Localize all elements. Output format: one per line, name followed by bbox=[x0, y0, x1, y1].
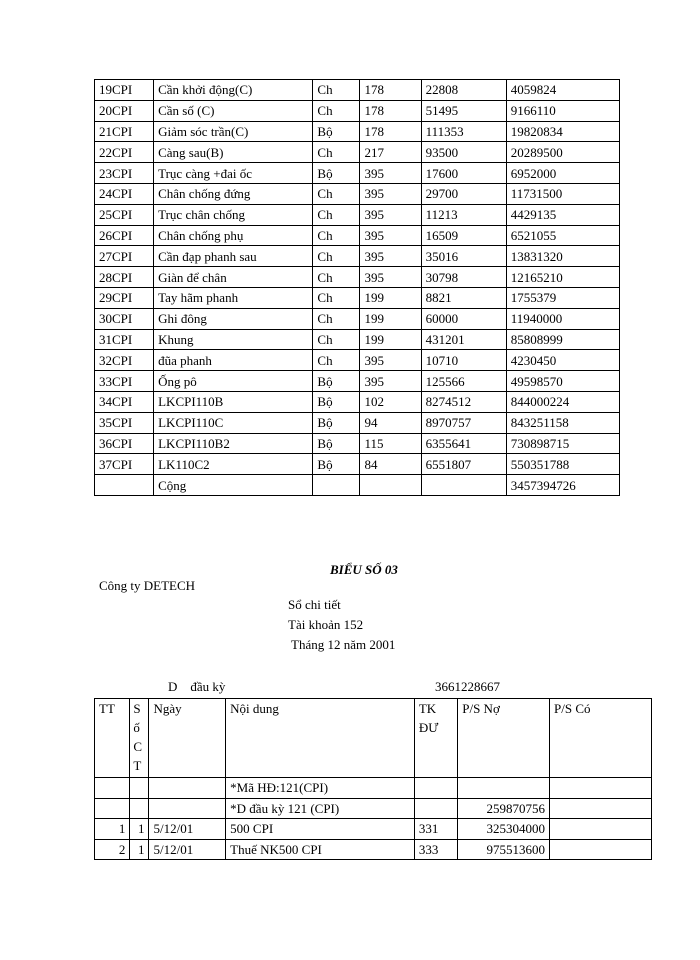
cell-unit: Ch bbox=[313, 100, 360, 121]
detail-row bbox=[95, 819, 652, 840]
cell-unit: Bộ bbox=[313, 433, 360, 454]
cell-acct: 395 bbox=[360, 163, 421, 184]
book-title: Sổ chi tiết bbox=[288, 597, 341, 612]
detail-cell-credit bbox=[550, 839, 652, 860]
cell-unit: Bộ bbox=[313, 371, 360, 392]
cell-name: LKCPI110B bbox=[154, 391, 313, 412]
header-sct: S ố C T bbox=[130, 699, 149, 778]
cell-acct: 395 bbox=[360, 225, 421, 246]
table-row bbox=[95, 163, 620, 184]
detail-cell-tt: 2 bbox=[95, 839, 130, 860]
cell-unit: Ch bbox=[313, 204, 360, 225]
table-row bbox=[95, 350, 620, 371]
detail-cell-debit: 259870756 bbox=[458, 798, 550, 819]
cell-amount: 1755379 bbox=[506, 287, 619, 308]
cell-unit: Bộ bbox=[313, 454, 360, 475]
cell-unit: Ch bbox=[313, 246, 360, 267]
cell-code: 25CPI bbox=[95, 204, 154, 225]
cell-name: Khung bbox=[154, 329, 313, 350]
cell-name: Ống pô bbox=[154, 371, 313, 392]
detail-cell-debit: 975513600 bbox=[458, 839, 550, 860]
cell-qty: 111353 bbox=[421, 121, 506, 142]
cell-code: 30CPI bbox=[95, 308, 154, 329]
cell-amount: 49598570 bbox=[506, 371, 619, 392]
cell-unit: Bộ bbox=[313, 163, 360, 184]
detail-row bbox=[95, 778, 652, 799]
detail-cell-tt bbox=[95, 798, 130, 819]
cell-code: 27CPI bbox=[95, 246, 154, 267]
detail-cell-date: 5/12/01 bbox=[149, 839, 226, 860]
cell-code: 31CPI bbox=[95, 329, 154, 350]
cell-name: LKCPI110B2 bbox=[154, 433, 313, 454]
cell-acct: 178 bbox=[360, 80, 421, 101]
detail-cell-tk bbox=[414, 798, 457, 819]
cell-name: Chân chống đứng bbox=[154, 183, 313, 204]
cell-code: 33CPI bbox=[95, 371, 154, 392]
detail-cell-sct: 1 bbox=[130, 839, 149, 860]
table-row bbox=[95, 80, 620, 101]
total-row bbox=[95, 475, 620, 496]
cell-code: 37CPI bbox=[95, 454, 154, 475]
table-row bbox=[95, 412, 620, 433]
table-row bbox=[95, 371, 620, 392]
cell-acct: 178 bbox=[360, 100, 421, 121]
cell-amount: 11940000 bbox=[506, 308, 619, 329]
cell-code: 26CPI bbox=[95, 225, 154, 246]
cell-amount: 550351788 bbox=[506, 454, 619, 475]
cell-code: 35CPI bbox=[95, 412, 154, 433]
cell-amount: 20289500 bbox=[506, 142, 619, 163]
cell-code: 29CPI bbox=[95, 287, 154, 308]
table-row bbox=[95, 433, 620, 454]
cell-qty: 93500 bbox=[421, 142, 506, 163]
cell-unit: Ch bbox=[313, 287, 360, 308]
cell-code: 24CPI bbox=[95, 183, 154, 204]
header-date: Ngày bbox=[149, 699, 226, 778]
cell-unit: Bộ bbox=[313, 412, 360, 433]
detail-cell-tk: 331 bbox=[414, 819, 457, 840]
opening-balance-label: D đầu kỳ bbox=[168, 679, 226, 694]
cell-qty: 6551807 bbox=[421, 454, 506, 475]
table-row bbox=[95, 391, 620, 412]
cell-acct: 199 bbox=[360, 308, 421, 329]
cell-code: 23CPI bbox=[95, 163, 154, 184]
detail-cell-content: *Mã HĐ:121(CPI) bbox=[226, 778, 415, 799]
cell-name: Càng sau(B) bbox=[154, 142, 313, 163]
cell-qty: 35016 bbox=[421, 246, 506, 267]
cell-amount: 19820834 bbox=[506, 121, 619, 142]
table-row bbox=[95, 454, 620, 475]
cell-amount: 843251158 bbox=[506, 412, 619, 433]
cell-qty: 6355641 bbox=[421, 433, 506, 454]
cell-acct: 395 bbox=[360, 350, 421, 371]
table-row bbox=[95, 100, 620, 121]
cell-acct: 102 bbox=[360, 391, 421, 412]
detail-row bbox=[95, 798, 652, 819]
cell-qty: 22808 bbox=[421, 80, 506, 101]
account-label: Tài khoản 152 bbox=[288, 617, 364, 632]
header-content: Nội dung bbox=[226, 699, 415, 778]
cell-qty: 30798 bbox=[421, 267, 506, 288]
cell-acct: 178 bbox=[360, 121, 421, 142]
cell-unit: Bộ bbox=[313, 121, 360, 142]
table-row bbox=[95, 287, 620, 308]
cell-name: Cần số (C) bbox=[154, 100, 313, 121]
cell-code: 20CPI bbox=[95, 100, 154, 121]
cell-code: 21CPI bbox=[95, 121, 154, 142]
detail-header-row bbox=[95, 699, 652, 778]
cell-name: LKCPI110C bbox=[154, 412, 313, 433]
cell-name: LK110C2 bbox=[154, 454, 313, 475]
cell-acct: 395 bbox=[360, 371, 421, 392]
detail-cell-date: 5/12/01 bbox=[149, 819, 226, 840]
cell-qty: 8970757 bbox=[421, 412, 506, 433]
cell-name: Tay hãm phanh bbox=[154, 287, 313, 308]
cell-qty: 431201 bbox=[421, 329, 506, 350]
cell-name: Chân chống phụ bbox=[154, 225, 313, 246]
cell-name: Trục chân chống bbox=[154, 204, 313, 225]
detail-cell-content: Thuế NK500 CPI bbox=[226, 839, 415, 860]
cell-name: Ghi đông bbox=[154, 308, 313, 329]
header-tt: TT bbox=[95, 699, 130, 778]
cell-qty: 125566 bbox=[421, 371, 506, 392]
cell-unit: Ch bbox=[313, 350, 360, 371]
cell-qty: 60000 bbox=[421, 308, 506, 329]
cell-code: 36CPI bbox=[95, 433, 154, 454]
cell-qty: 29700 bbox=[421, 183, 506, 204]
total-label: Cộng bbox=[154, 475, 313, 496]
detail-cell-date bbox=[149, 778, 226, 799]
cell-amount: 11731500 bbox=[506, 183, 619, 204]
detail-cell-credit bbox=[550, 798, 652, 819]
cell-unit: Ch bbox=[313, 183, 360, 204]
cell-qty: 8274512 bbox=[421, 391, 506, 412]
detail-cell-sct bbox=[130, 778, 149, 799]
cell-unit: Ch bbox=[313, 225, 360, 246]
cell-acct: 395 bbox=[360, 183, 421, 204]
cell-name: Trục càng +đai ốc bbox=[154, 163, 313, 184]
table-row bbox=[95, 308, 620, 329]
cell-unit: Ch bbox=[313, 80, 360, 101]
cell-acct: 115 bbox=[360, 433, 421, 454]
table-row bbox=[95, 225, 620, 246]
table-row bbox=[95, 267, 620, 288]
cell-acct: 217 bbox=[360, 142, 421, 163]
cell-unit: Ch bbox=[313, 267, 360, 288]
cell-amount: 4059824 bbox=[506, 80, 619, 101]
cell-code: 19CPI bbox=[95, 80, 154, 101]
cell-amount: 730898715 bbox=[506, 433, 619, 454]
materials-table bbox=[94, 79, 620, 496]
cell-name: Cần đạp phanh sau bbox=[154, 246, 313, 267]
detail-cell-tk: 333 bbox=[414, 839, 457, 860]
table-row bbox=[95, 183, 620, 204]
detail-cell-debit: 325304000 bbox=[458, 819, 550, 840]
cell-acct: 199 bbox=[360, 329, 421, 350]
table-row bbox=[95, 204, 620, 225]
table-row bbox=[95, 246, 620, 267]
cell-amount: 4429135 bbox=[506, 204, 619, 225]
cell-name: đũa phanh bbox=[154, 350, 313, 371]
period-label: Tháng 12 năm 2001 bbox=[291, 637, 396, 652]
cell-qty: 51495 bbox=[421, 100, 506, 121]
cell-qty: 16509 bbox=[421, 225, 506, 246]
detail-cell-content: 500 CPI bbox=[226, 819, 415, 840]
cell-amount: 13831320 bbox=[506, 246, 619, 267]
cell-amount: 844000224 bbox=[506, 391, 619, 412]
cell-amount: 6521055 bbox=[506, 225, 619, 246]
cell-code: 22CPI bbox=[95, 142, 154, 163]
detail-cell-tk bbox=[414, 778, 457, 799]
header-credit: P/S Có bbox=[550, 699, 652, 778]
detail-cell-tt bbox=[95, 778, 130, 799]
cell-qty: 10710 bbox=[421, 350, 506, 371]
cell-unit: Ch bbox=[313, 308, 360, 329]
section-title: BIỂU SỐ 03 bbox=[330, 562, 398, 577]
detail-cell-content: *D đầu kỳ 121 (CPI) bbox=[226, 798, 415, 819]
detail-cell-credit bbox=[550, 778, 652, 799]
cell-name: Cần khởi động(C) bbox=[154, 80, 313, 101]
table-row bbox=[95, 329, 620, 350]
detail-cell-credit bbox=[550, 819, 652, 840]
cell-qty: 17600 bbox=[421, 163, 506, 184]
cell-amount: 9166110 bbox=[506, 100, 619, 121]
cell-acct: 395 bbox=[360, 267, 421, 288]
cell-unit: Bộ bbox=[313, 391, 360, 412]
detail-ledger-table bbox=[94, 698, 652, 860]
cell-code: 28CPI bbox=[95, 267, 154, 288]
detail-cell-debit bbox=[458, 778, 550, 799]
detail-cell-tt: 1 bbox=[95, 819, 130, 840]
detail-cell-date bbox=[149, 798, 226, 819]
cell-amount: 85808999 bbox=[506, 329, 619, 350]
total-amount: 3457394726 bbox=[506, 475, 619, 496]
table-row bbox=[95, 121, 620, 142]
header-debit: P/S Nợ bbox=[458, 699, 550, 778]
table-row bbox=[95, 142, 620, 163]
cell-amount: 6952000 bbox=[506, 163, 619, 184]
cell-amount: 4230450 bbox=[506, 350, 619, 371]
cell-qty: 11213 bbox=[421, 204, 506, 225]
header-tk: TK ĐƯ bbox=[414, 699, 457, 778]
cell-acct: 199 bbox=[360, 287, 421, 308]
company-name: Công ty DETECH bbox=[99, 578, 196, 593]
cell-name: Giảm sóc trần(C) bbox=[154, 121, 313, 142]
detail-cell-sct: 1 bbox=[130, 819, 149, 840]
cell-acct: 94 bbox=[360, 412, 421, 433]
cell-acct: 395 bbox=[360, 246, 421, 267]
detail-row bbox=[95, 839, 652, 860]
cell-unit: Ch bbox=[313, 329, 360, 350]
cell-amount: 12165210 bbox=[506, 267, 619, 288]
cell-qty: 8821 bbox=[421, 287, 506, 308]
cell-acct: 84 bbox=[360, 454, 421, 475]
cell-code: 32CPI bbox=[95, 350, 154, 371]
cell-name: Giàn để chân bbox=[154, 267, 313, 288]
cell-code: 34CPI bbox=[95, 391, 154, 412]
cell-acct: 395 bbox=[360, 204, 421, 225]
opening-balance-value: 3661228667 bbox=[435, 679, 500, 694]
detail-cell-sct bbox=[130, 798, 149, 819]
cell-unit: Ch bbox=[313, 142, 360, 163]
